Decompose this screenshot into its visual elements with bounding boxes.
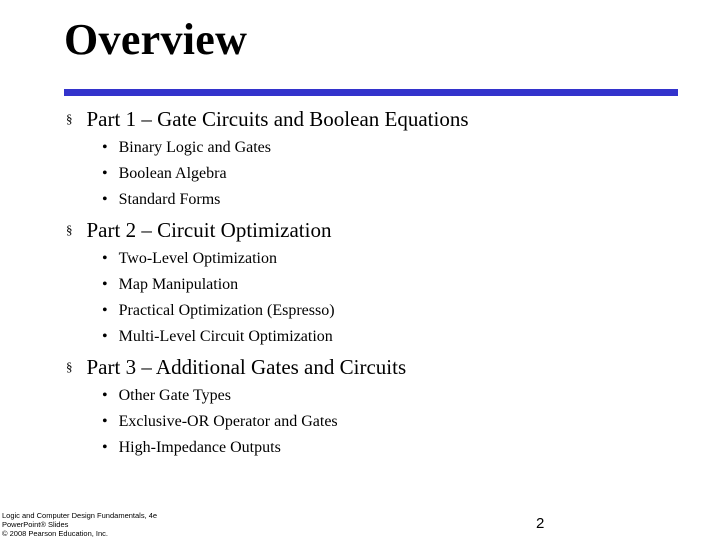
- section-heading-text: Part 1 – Gate Circuits and Boolean Equations: [86, 107, 469, 131]
- bullet-icon: •: [102, 276, 108, 293]
- section-bullet-icon: §: [66, 222, 73, 237]
- list-item-text: Two-Level Optimization: [118, 250, 277, 267]
- section-heading-1: [66, 107, 469, 132]
- list-item-text: Standard Forms: [118, 191, 221, 208]
- footer-line: © 2008 Pearson Education, Inc.: [2, 529, 109, 538]
- footer-line: Logic and Computer Design Fundamentals, 4e: [2, 511, 158, 520]
- list-item-text: Exclusive-OR Operator and Gates: [118, 413, 338, 430]
- section-heading-text: Part 2 – Circuit Optimization: [86, 218, 332, 242]
- section-heading-2: [66, 218, 331, 243]
- list-item-text: Other Gate Types: [118, 387, 231, 404]
- list-item: [102, 139, 271, 157]
- bullet-icon: •: [102, 387, 108, 404]
- list-item-text: Map Manipulation: [118, 276, 239, 293]
- list-item-text: High-Impedance Outputs: [118, 439, 281, 456]
- list-item: [102, 387, 231, 405]
- bullet-icon: •: [102, 139, 108, 156]
- list-item: [102, 276, 238, 294]
- page-number: 2: [536, 515, 545, 532]
- bullet-icon: •: [102, 191, 108, 208]
- list-item-text: Boolean Algebra: [118, 165, 227, 182]
- list-item: [102, 165, 227, 183]
- list-item: [102, 439, 281, 457]
- list-item: [102, 302, 335, 320]
- section-bullet-icon: §: [66, 111, 73, 126]
- list-item-text: Practical Optimization (Espresso): [118, 302, 335, 319]
- section-bullet-icon: §: [66, 359, 73, 374]
- list-item: [102, 250, 277, 268]
- list-item-text: Binary Logic and Gates: [118, 139, 272, 156]
- title-divider: [64, 89, 678, 96]
- list-item: [102, 328, 333, 346]
- bullet-icon: •: [102, 439, 108, 456]
- footer-line: PowerPoint® Slides: [2, 520, 69, 529]
- bullet-icon: •: [102, 328, 108, 345]
- list-item-text: Multi-Level Circuit Optimization: [118, 328, 333, 345]
- list-item: [102, 191, 220, 209]
- section-heading-3: [66, 355, 406, 380]
- slide-title: Overview: [64, 15, 248, 64]
- bullet-icon: •: [102, 413, 108, 430]
- bullet-icon: •: [102, 302, 108, 319]
- slide-footer: [2, 511, 157, 538]
- bullet-icon: •: [102, 165, 108, 182]
- bullet-icon: •: [102, 250, 108, 267]
- section-heading-text: Part 3 – Additional Gates and Circuits: [86, 355, 407, 379]
- list-item: [102, 413, 338, 431]
